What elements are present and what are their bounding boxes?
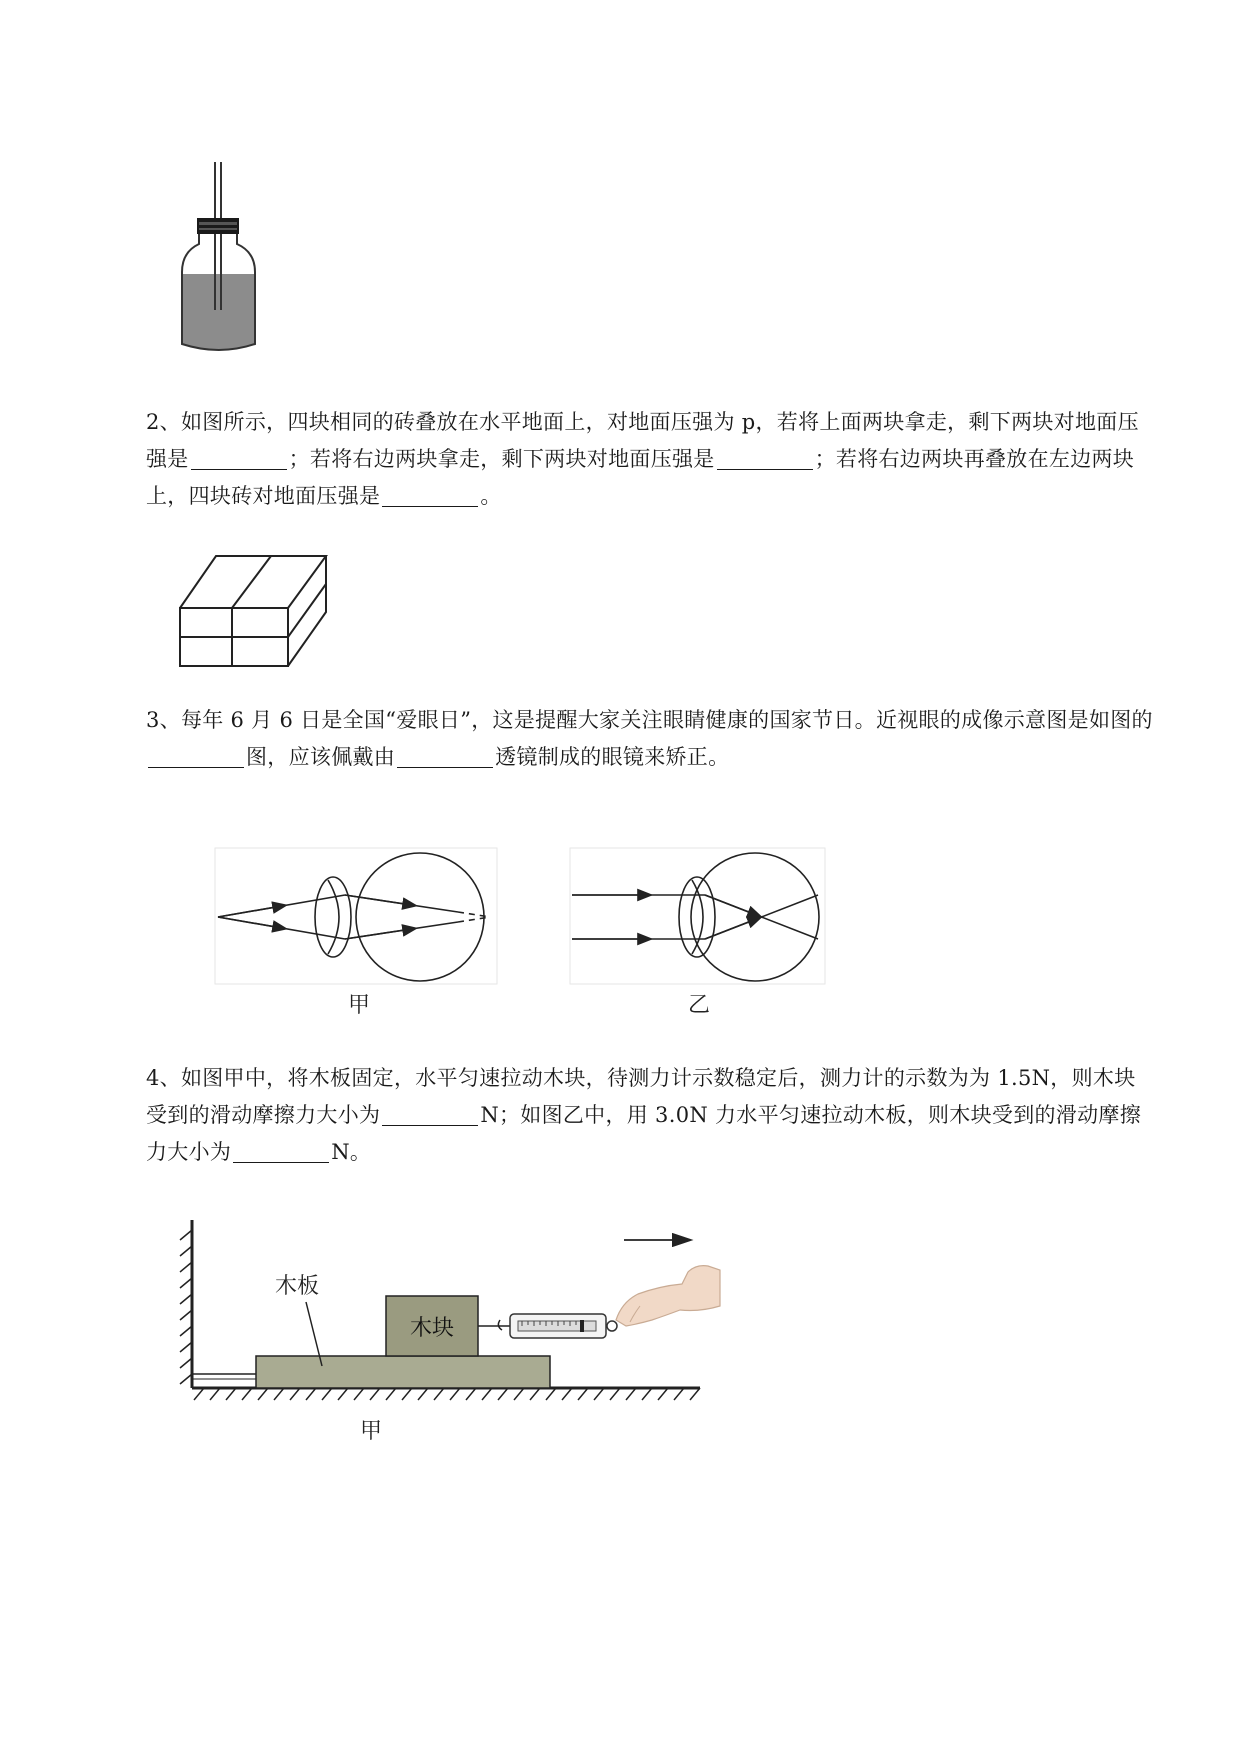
q2-text-4: 。	[480, 484, 502, 508]
eye-diagrams	[200, 840, 850, 1020]
answer-blank[interactable]	[397, 745, 493, 768]
answer-blank[interactable]	[382, 1103, 478, 1126]
bottle-figure	[175, 160, 285, 360]
answer-blank[interactable]	[233, 1140, 329, 1163]
question-3	[146, 702, 1156, 776]
eye-jia	[215, 848, 497, 984]
q3-text-2: 图，应该佩戴由	[246, 745, 396, 769]
label-yi: 乙	[688, 993, 711, 1018]
friction-figure	[160, 1210, 780, 1450]
label-jia: 甲	[348, 993, 371, 1018]
q4-text-1: 4、如图甲中，将木板固定，水平匀速拉动木块，待测力计示数稳定后，测力计的示数为为 1.5N，则木块受到的滑动摩擦力大小为	[146, 1066, 1136, 1127]
q4-text-2: N；如图乙中，用 3.0N 力水平匀速拉动木板，则木块受到的滑动摩擦力大小为	[146, 1103, 1142, 1164]
q2-text-2: ；若将右边两块拿走，剩下两块对地面压强是	[288, 447, 715, 471]
eye-yi	[570, 848, 825, 984]
caption-jia: 甲	[360, 1419, 383, 1444]
answer-blank[interactable]	[382, 484, 478, 507]
q3-text-1: 3、每年 6 月 6 日是全国“爱眼日”，这是提醒大家关注眼睛健康的国家节日。近视眼的成像示意图是如图的	[146, 708, 1153, 732]
bricks-figure	[176, 550, 332, 670]
answer-blank[interactable]	[717, 447, 813, 470]
answer-blank[interactable]	[148, 745, 244, 768]
question-4	[146, 1060, 1156, 1171]
q3-text-3: 透镜制成的眼镜来矫正。	[495, 745, 730, 769]
board-label: 木板	[275, 1274, 320, 1299]
question-2	[146, 404, 1156, 515]
q2-text-1: 2、如图所示，四块相同的砖叠放在水平地面上，对地面压强为 p，若将上面两块拿走，剩下两块对地面压强是	[146, 410, 1139, 471]
q4-text-3: N。	[331, 1140, 372, 1164]
answer-blank[interactable]	[191, 447, 287, 470]
block-label: 木块	[409, 1316, 455, 1341]
q2-text-3: ；若将右边两块再叠放在左边两块上，四块砖对地面压强是	[146, 447, 1135, 508]
